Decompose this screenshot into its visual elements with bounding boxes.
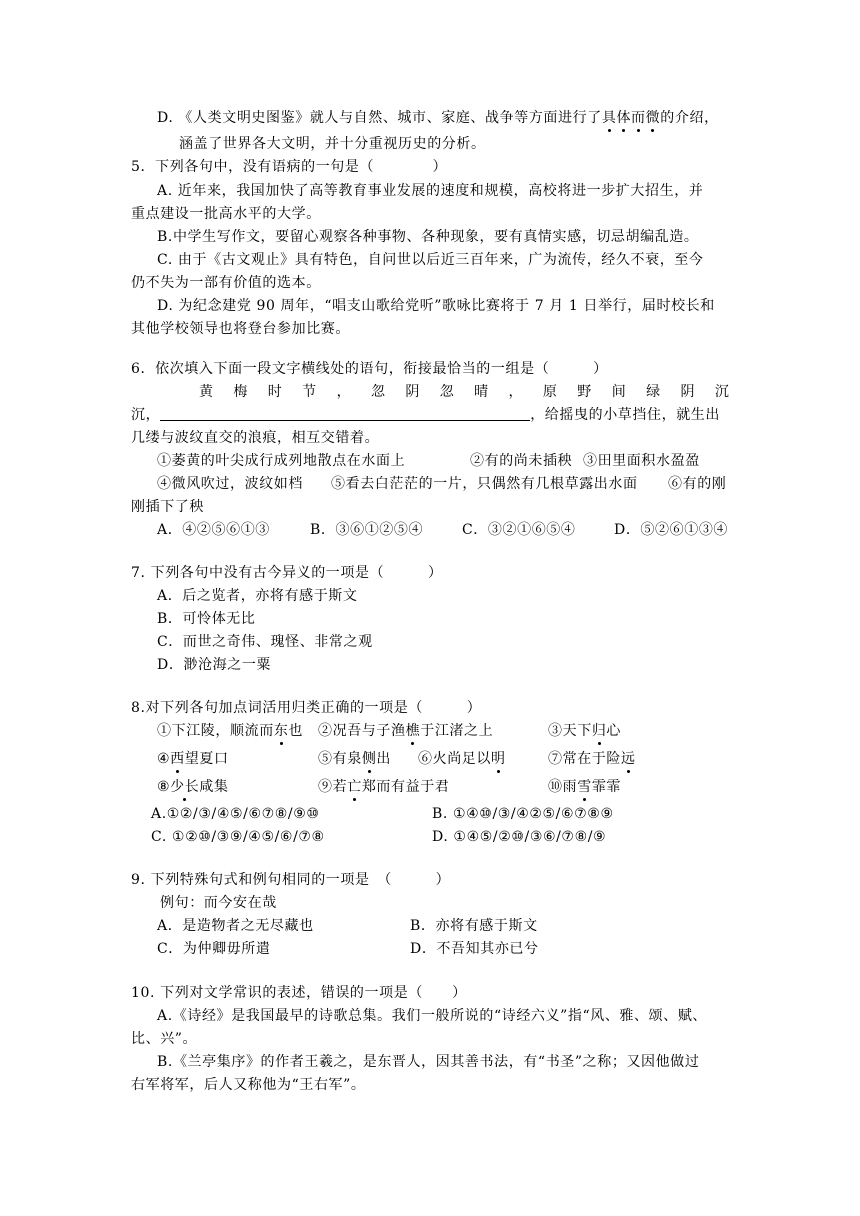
passage-char: 忽 (370, 384, 385, 400)
q4-option-d-line1 (157, 108, 719, 128)
q6-choice-6-cont: 刚插下了秧 (131, 499, 204, 515)
q7-option-c: C．而世之奇伟、瑰怪、非常之观 (157, 634, 373, 650)
q7-option-d: D．渺沧海之一粟 (157, 657, 272, 673)
item-text: 心 (606, 723, 622, 739)
dotted-word: 东 (273, 723, 289, 739)
q6-answer-d: D．⑤②⑥①③④ (614, 522, 729, 538)
q6-passage-line1 (199, 382, 729, 402)
q5-option-c-line2: 仍不失为一部有价值的选本。 (131, 275, 321, 291)
item-text: ②况吾与子渔 (318, 723, 406, 739)
dotted-char: 具 (601, 110, 617, 126)
q7-stem: 7. 下列各句中没有古今异义的一项是（ ） (131, 565, 443, 581)
q5-option-d-line1: D. 为纪念建党 90 周年，“唱支山歌给党听”歌咏比赛将于 7 月 1 日举行，届时校长和 (157, 298, 715, 314)
q7-option-b: B．可怜体无比 (157, 611, 256, 627)
q8-item-10 (548, 777, 621, 797)
q8-item-3 (548, 721, 621, 741)
item-text: 霏霏 (591, 779, 622, 795)
q9-option-a: A．是造物者之无尽藏也 (157, 918, 314, 934)
dotted-word: 归 (591, 723, 607, 739)
q5-stem: 5．下列各句中，没有语病的一句是（ ） (131, 159, 448, 175)
dotted-char: 体 (616, 110, 632, 126)
item-text: ③天下 (548, 723, 592, 739)
passage-char: 间 (611, 384, 626, 400)
q8-item-1 (157, 721, 303, 741)
passage-char: 原 (542, 384, 557, 400)
q5-option-a-line2: 重点建设一批高水平的大学。 (131, 206, 321, 222)
q8-item-6 (418, 749, 506, 769)
fill-in-blank (160, 406, 530, 421)
q4-d-text-end: 的介绍， (660, 110, 719, 126)
dotted-char: 而 (631, 110, 646, 126)
q8-item-4 (157, 749, 229, 769)
passage-char: ， (508, 384, 523, 400)
q10-option-a-line1: A.《诗经》是我国最早的诗歌总集。我们一般所说的“诗经六义”指“风、雅、颂、赋、 (157, 1008, 708, 1024)
passage-char: 梅 (233, 384, 248, 400)
passage-char: 节 (302, 384, 317, 400)
q6-choice-1: ①萎黄的叶尖成行成列地散点在水面上 (157, 453, 406, 469)
q6-passage-line3: 几缕与波纹直交的浪痕，相互交错着。 (131, 430, 380, 446)
item-text: 郑而有益于君 (361, 779, 450, 795)
passage-char: ， (336, 384, 351, 400)
q10-option-a-line2: 比、兴”。 (131, 1031, 198, 1047)
q6-answer-a: A．④②⑤⑥①③ (157, 522, 270, 538)
q9-option-b: B．亦将有感于斯文 (410, 918, 538, 934)
dotted-char: 微 (645, 110, 661, 126)
dotted-word: 侧 (361, 751, 377, 767)
q6-passage-line2 (131, 405, 720, 425)
passage-char: 忽 (439, 384, 454, 400)
q8-item-8 (157, 777, 229, 797)
q8-answer-b: B. ①④⑩/③/④②⑤/⑥⑦⑧⑨ (432, 806, 614, 822)
q4-d-text: D. 《人类文明史图鉴》就人与自然、城市、家庭、战争等方面进行了 (157, 110, 602, 126)
q10-option-b-line2: 右军将军，后人又称他为“王右军”。 (131, 1077, 366, 1093)
passage-char: 绿 (646, 384, 661, 400)
item-text: ⑧ (157, 779, 171, 795)
q9-option-c: C．为仲卿毋所遣 (157, 941, 271, 957)
passage-char: 野 (577, 384, 592, 400)
q6-answer-b: B．③⑥①②⑤④ (310, 522, 424, 538)
item-text: 也 (288, 723, 304, 739)
q8-answer-d: D. ①④⑤/②⑩/③⑥/⑦⑧/⑨ (432, 829, 607, 845)
q8-answer-c: C. ①②⑩/③⑨/④⑤/⑥/⑦⑧ (151, 829, 325, 845)
dotted-word: 樵 (405, 723, 421, 739)
q6-choice-4: ④微风吹过，波纹如档 (157, 476, 303, 492)
q9-example: 例句：而今安在哉 (160, 895, 277, 911)
q8-item-9 (318, 777, 449, 797)
q10-option-b-line1: B.《兰亭集序》的作者王羲之，是东晋人，因其善书法，有“书圣”之称；又因他做过 (157, 1054, 700, 1070)
item-text: 于江渚之上 (420, 723, 494, 739)
dotted-word: 远 (621, 751, 636, 767)
q8-item-5 (318, 749, 391, 769)
item-text: ⑩雨 (548, 779, 578, 795)
item-text: 望夏口 (184, 751, 229, 767)
q5-option-c-line1: C. 由于《古文观止》具有特色，自问世以后近三百年来，广为流传，经久不衰，至今 (157, 252, 704, 268)
q5-option-b: B.中学生写作文，要留心观察各种事物、各种现象，要有真情实感，切忌胡编乱造。 (157, 229, 699, 245)
q4-option-d-line2: 涵盖了世界各大文明，并十分重视历史的分析。 (179, 136, 486, 152)
q8-item-2 (318, 721, 493, 741)
q5-option-d-line2: 其他学校领导也将登台参加比赛。 (131, 321, 350, 337)
dotted-word: 少长 (170, 779, 200, 795)
dotted-word: 雪 (577, 779, 592, 795)
dotted-word: 明 (491, 751, 506, 767)
q6-choice-3: ③田里面积水盈盈 (583, 453, 700, 469)
passage-char: 阴 (680, 384, 695, 400)
q8-stem: 8.对下列各句加点词活用归类正确的一项是（ ） (131, 700, 482, 716)
q8-answer-a: A.①②/③/④⑤/⑥⑦⑧/⑨⑩ (151, 806, 320, 822)
q9-stem: 9. 下列特殊句式和例句相同的一项是 （ ） (131, 872, 451, 888)
item-text: ⑨若 (318, 779, 348, 795)
passage-char: 沉 (714, 384, 729, 400)
dotted-word: 亡 (347, 779, 362, 795)
item-text: ④ (157, 751, 171, 767)
item-text: 咸集 (199, 779, 229, 795)
item-text: ⑥火尚足以 (418, 751, 491, 767)
q10-stem: 10. 下列对文学常识的表述，错误的一项是（ ） (131, 985, 467, 1001)
item-text: ⑤有泉 (318, 751, 362, 767)
q7-option-a: A．后之览者，亦将有感于斯文 (157, 588, 358, 604)
passage-char: 黄 (199, 384, 213, 400)
q6-choice-2: ②有的尚未插秧 (470, 453, 573, 469)
q6-stem: 6．依次填入下面一段文字横线处的语句，衔接最恰当的一组是（ ） (131, 361, 608, 377)
item-text: ⑦常在于险 (548, 751, 621, 767)
q6-choice-6: ⑥有的刚 (668, 476, 727, 492)
passage-char: 阴 (405, 384, 420, 400)
passage-char: 时 (267, 384, 282, 400)
passage-char: 晴 (474, 384, 489, 400)
passage-text: 沉， (131, 407, 161, 423)
q6-answer-c: C．③②①⑥⑤④ (462, 522, 576, 538)
q6-choice-5: ⑤看去白茫茫的一片，只偶然有几根草露出水面 (331, 476, 638, 492)
q8-item-7 (548, 749, 636, 769)
passage-text: ，给摇曳的小草挡住，就生出 (530, 407, 721, 423)
item-text: 出 (376, 751, 392, 767)
q9-option-d: D．不吾知其亦已兮 (410, 941, 539, 957)
q5-option-a-line1: A. 近年来，我国加快了高等教育事业发展的速度和规模，高校将进一步扩大招生，并 (157, 183, 704, 199)
dotted-word: 西 (170, 751, 185, 767)
item-text: ①下江陵，顺流而 (157, 723, 274, 739)
